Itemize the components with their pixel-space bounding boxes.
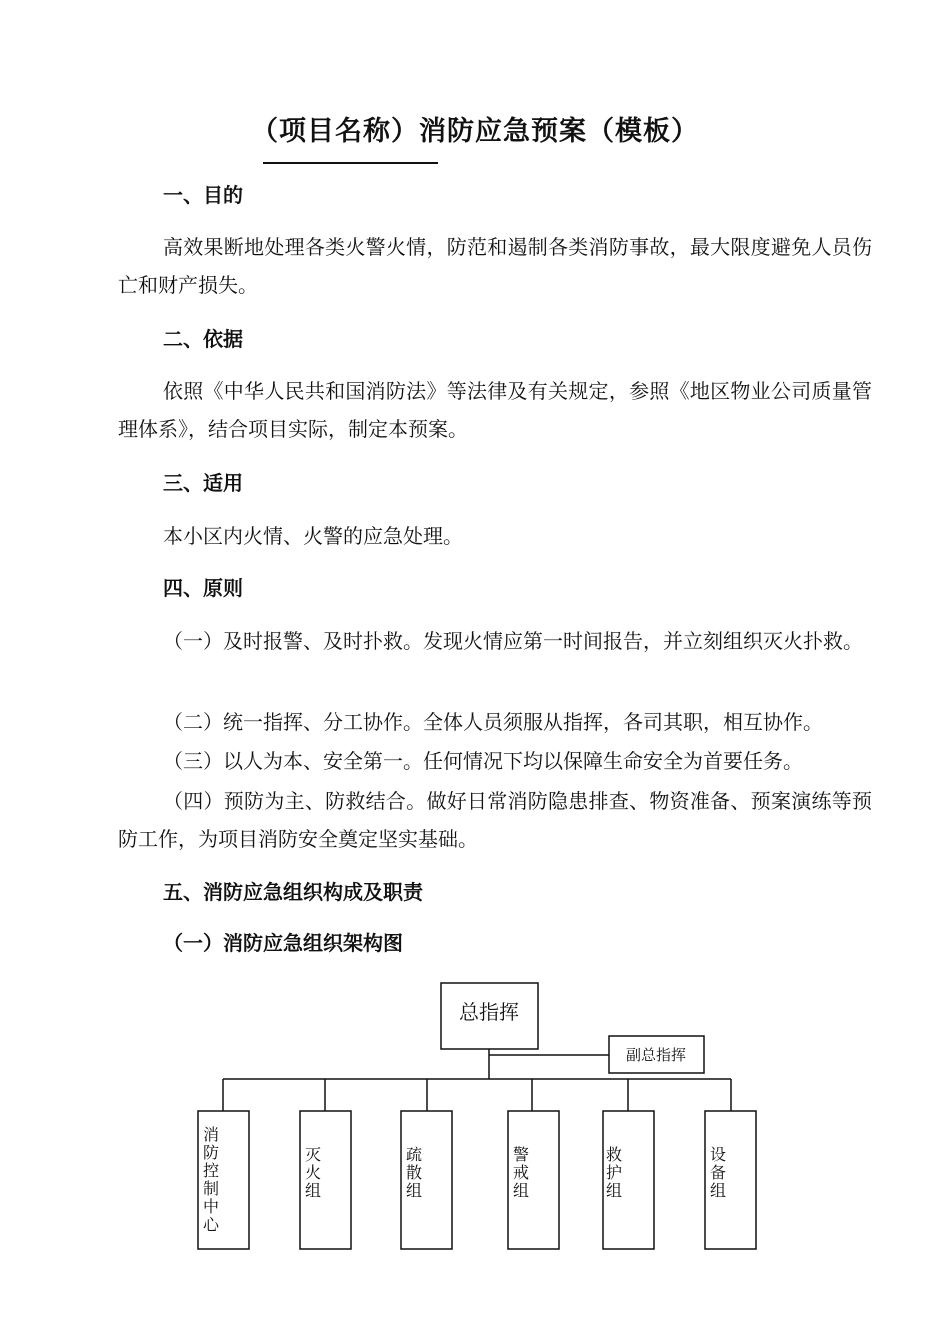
- section-heading-basis: 二、依据: [163, 327, 243, 351]
- section-heading-purpose: 一、目的: [163, 183, 243, 207]
- principle-item: （三）以人为本、安全第一。任何情况下均以保障生命安全为首要任务。: [163, 749, 803, 773]
- section-subheading-org-chart: （一）消防应急组织架构图: [163, 931, 403, 955]
- section-heading-scope: 三、适用: [163, 471, 243, 495]
- principle-item: （二）统一指挥、分工协作。全体人员须服从指挥，各司其职，相互协作。: [163, 710, 823, 734]
- principle-item: （一）及时报警、及时扑救。发现火情应第一时间报告，并立刻组织灭火扑救。: [163, 629, 863, 653]
- section-body-scope: 本小区内火情、火警的应急处理。: [163, 524, 463, 548]
- section-body-basis: 依照《中华人民共和国消防法》等法律及有关规定，参照《地区物业公司质量管理体系》，结合项目实际，制定本预案。: [118, 379, 872, 441]
- org-unit-label: 警戒组: [512, 1145, 530, 1200]
- org-unit-label: 疏散组: [405, 1145, 423, 1200]
- org-deputy-label: 副总指挥: [625, 1046, 687, 1064]
- org-unit-label: 消防控制中心: [202, 1125, 220, 1234]
- section-heading-principles: 四、原则: [163, 576, 243, 600]
- org-root-label: 总指挥: [459, 1000, 519, 1024]
- org-unit-label: 设备组: [709, 1145, 727, 1200]
- principle-item: （四）预防为主、防救结合。做好日常消防隐患排查、物资准备、预案演练等预防工作，为项目消防安全奠定坚实基础。: [118, 789, 872, 851]
- section-heading-organization: 五、消防应急组织构成及职责: [163, 880, 423, 904]
- org-unit-label: 救护组: [605, 1145, 623, 1200]
- org-unit-label: 灭火组: [304, 1145, 322, 1200]
- section-body-purpose: 高效果断地处理各类火警火情，防范和遏制各类消防事故，最大限度避免人员伤亡和财产损失。: [118, 235, 872, 297]
- document-title: （项目名称）消防应急预案（模板）: [251, 116, 699, 147]
- org-unit-labels: [203, 1125, 726, 1234]
